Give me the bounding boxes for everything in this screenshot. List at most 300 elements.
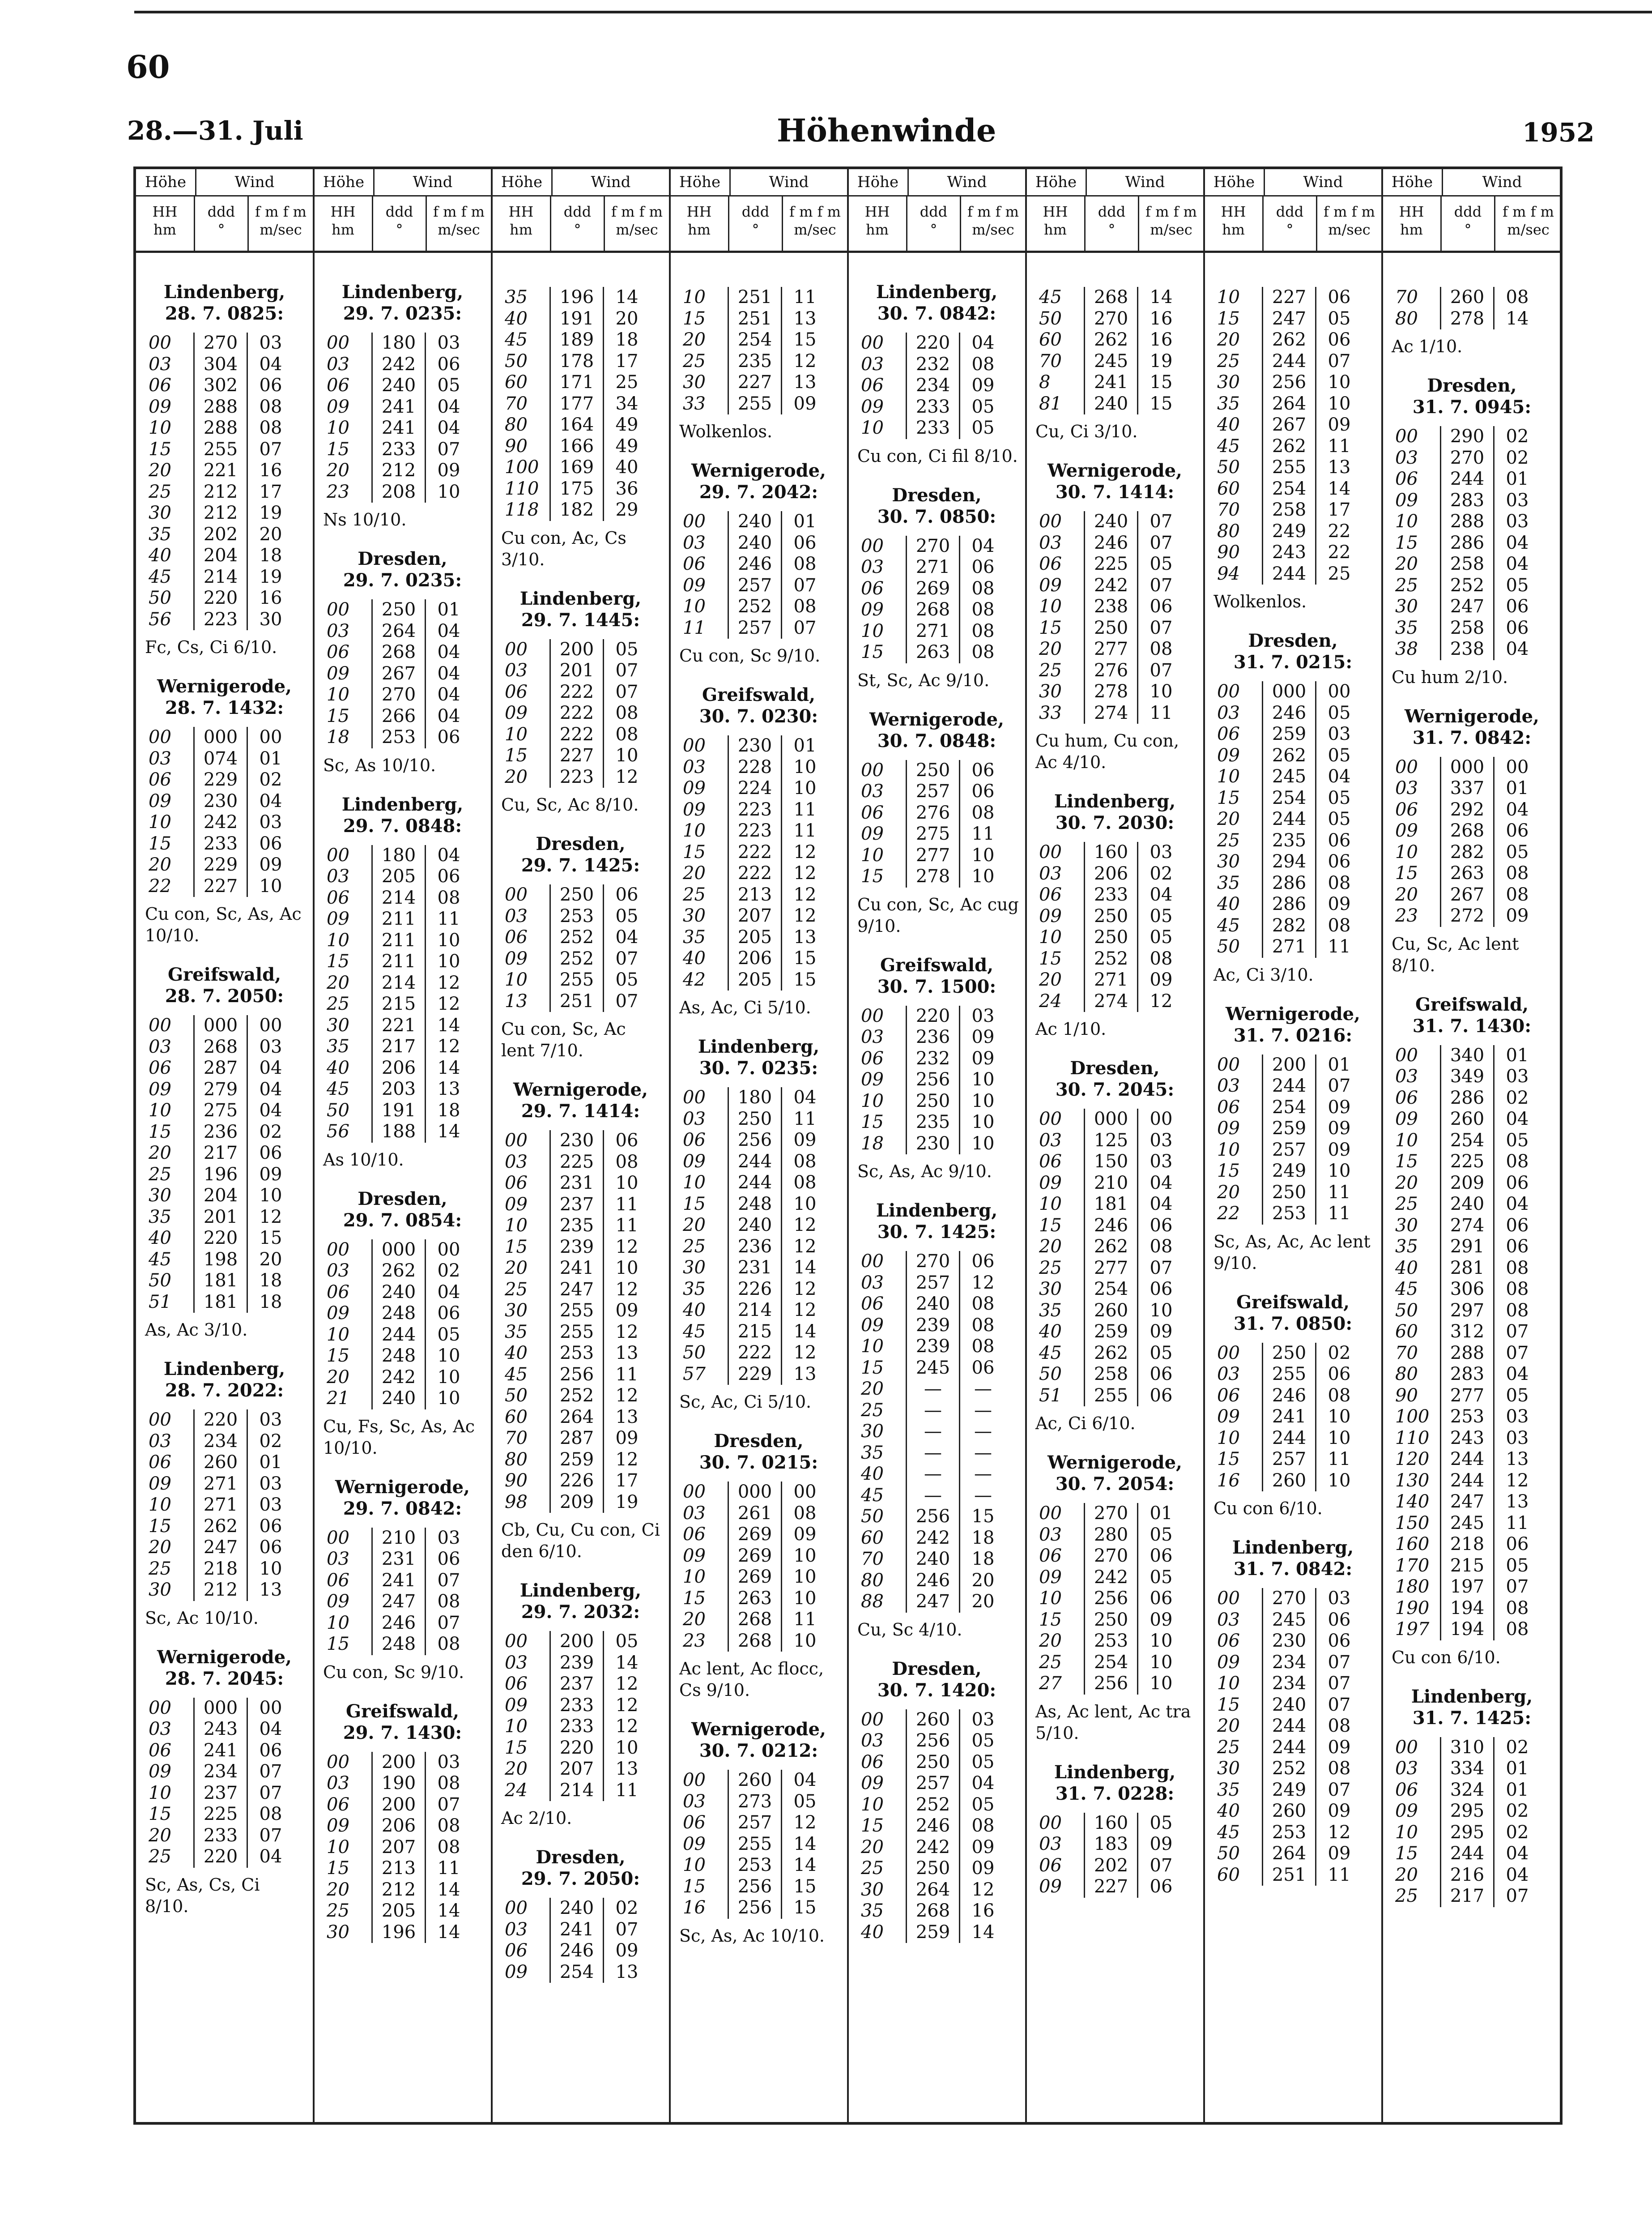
height-cell: 20 xyxy=(1035,969,1085,991)
station-datetime: 28. 7. 1432: xyxy=(165,697,284,718)
station-name: Greifswald, xyxy=(345,1700,460,1722)
station-heading xyxy=(670,1719,847,1762)
table-row xyxy=(857,1549,1006,1570)
table-row xyxy=(1035,969,1184,991)
height-cell: 25 xyxy=(1035,1652,1085,1674)
speed-cell: 01 xyxy=(259,1452,282,1473)
direction-cell: 234 xyxy=(194,1761,247,1783)
height-cell: 10 xyxy=(1213,287,1263,308)
speed-cell: 10 xyxy=(259,875,282,897)
height-cell: 15 xyxy=(857,1112,907,1133)
header-row-2 xyxy=(1205,196,1381,251)
table-row xyxy=(145,748,294,770)
speed-cell: 04 xyxy=(971,1773,995,1794)
table-row xyxy=(1392,1822,1540,1844)
direction-cell: 241 xyxy=(194,1740,247,1762)
height-cell: 10 xyxy=(857,1794,907,1816)
speed-cell: 06 xyxy=(1506,1215,1529,1236)
table-row xyxy=(145,1015,294,1037)
speed-cell: 12 xyxy=(971,1272,995,1293)
speed-cell: 12 xyxy=(615,1321,639,1342)
table-row xyxy=(323,1613,472,1634)
direction-cell: 244 xyxy=(1441,1449,1494,1470)
height-cell: 10 xyxy=(501,724,550,746)
speed-cell: 04 xyxy=(615,927,639,948)
height-cell: 06 xyxy=(323,375,372,397)
speed-cell: 07 xyxy=(1506,1342,1529,1363)
height-cell: 180 xyxy=(1392,1576,1441,1598)
speed-cell: 08 xyxy=(1150,639,1173,660)
height-cell: 45 xyxy=(1392,1279,1441,1300)
height-cell: 03 xyxy=(1035,863,1085,885)
station-heading xyxy=(670,684,847,727)
direction-cell: 242 xyxy=(907,1837,960,1858)
height-cell: 06 xyxy=(857,375,907,397)
header-hoehe: Höhe xyxy=(1205,169,1265,195)
direction-cell: 254 xyxy=(1263,788,1316,809)
direction-cell: 241 xyxy=(1085,372,1138,393)
height-cell: 09 xyxy=(501,1194,550,1216)
direction-cell: 244 xyxy=(1263,809,1316,830)
direction-cell: 297 xyxy=(1441,1300,1494,1322)
height-cell: 10 xyxy=(679,1567,728,1588)
speed-cell: 05 xyxy=(971,396,995,417)
direction-cell: 257 xyxy=(728,618,782,639)
table-row xyxy=(857,1528,1006,1549)
table-row xyxy=(1213,1631,1362,1652)
direction-cell: 270 xyxy=(1441,448,1494,469)
height-cell: 15 xyxy=(679,1588,728,1610)
sounding-table xyxy=(857,1006,1006,1155)
header-row-2 xyxy=(1026,196,1203,251)
height-cell: 40 xyxy=(857,1922,907,1943)
table-row xyxy=(679,308,828,330)
table-row xyxy=(679,1770,828,1791)
direction-cell: 256 xyxy=(550,1364,604,1386)
direction-cell: 160 xyxy=(1085,1813,1138,1834)
table-row xyxy=(679,1503,828,1524)
table-row xyxy=(145,1740,294,1762)
table-row xyxy=(1035,703,1184,724)
direction-cell: 225 xyxy=(550,1152,604,1173)
table-row xyxy=(1392,1428,1540,1449)
table-row xyxy=(1035,991,1184,1012)
direction-cell: 239 xyxy=(550,1237,604,1258)
speed-cell: 09 xyxy=(259,1164,282,1185)
speed-cell: 08 xyxy=(615,703,639,724)
speed-cell: 06 xyxy=(615,884,639,905)
height-cell: 30 xyxy=(1213,851,1263,873)
speed-cell: 08 xyxy=(971,802,995,823)
speed-cell: 07 xyxy=(1328,1673,1351,1694)
speed-cell: 02 xyxy=(1506,1087,1529,1108)
table-row xyxy=(323,1634,472,1655)
direction-cell: 222 xyxy=(728,863,782,884)
table-row xyxy=(1213,851,1362,873)
table-row xyxy=(323,599,472,621)
station-name: Dresden, xyxy=(536,833,626,854)
cloud-note: Wolkenlos. xyxy=(1213,592,1307,611)
direction-cell: 262 xyxy=(1263,329,1316,351)
table-row xyxy=(1392,1258,1540,1279)
direction-cell: 269 xyxy=(728,1524,782,1546)
table-row xyxy=(145,791,294,812)
height-cell: 50 xyxy=(145,588,194,609)
speed-cell: 20 xyxy=(259,524,282,545)
direction-cell: 277 xyxy=(1085,639,1138,660)
height-cell: 25 xyxy=(679,1236,728,1258)
height-cell: 40 xyxy=(1035,1321,1085,1343)
sounding-table xyxy=(501,884,650,1012)
speed-cell: 05 xyxy=(1150,927,1173,948)
cloud-note: Ac lent, Ac flocc, Cs 9/10. xyxy=(679,1659,824,1700)
speed-cell: 04 xyxy=(259,1100,282,1121)
table-row xyxy=(1213,1203,1362,1225)
header-ddd: ddd ° xyxy=(1264,196,1317,251)
height-cell: 15 xyxy=(501,745,550,767)
speed-cell: 11 xyxy=(615,1780,639,1801)
direction-cell: 253 xyxy=(1263,1203,1316,1225)
direction-cell: 253 xyxy=(550,1343,604,1364)
cloud-note: Cu con, Sc, As, Ac 10/10. xyxy=(145,904,302,945)
height-cell: 03 xyxy=(1035,533,1085,554)
station-heading xyxy=(1026,1058,1203,1101)
table-row xyxy=(145,1100,294,1122)
direction-cell: — xyxy=(907,1421,960,1443)
speed-cell: 11 xyxy=(793,1609,817,1630)
direction-cell: 230 xyxy=(907,1133,960,1155)
table-row xyxy=(857,1251,1006,1272)
station-name: Dresden, xyxy=(892,1658,982,1679)
table-row xyxy=(857,1858,1006,1879)
speed-cell: 10 xyxy=(615,1737,639,1758)
table-row xyxy=(1392,1801,1540,1822)
direction-cell: 278 xyxy=(1085,681,1138,703)
direction-cell: 241 xyxy=(550,1258,604,1279)
direction-cell: 211 xyxy=(372,951,426,973)
direction-cell: 230 xyxy=(550,1130,604,1152)
speed-cell: 18 xyxy=(259,1270,282,1291)
height-cell: 45 xyxy=(145,567,194,588)
sounding-table xyxy=(857,760,1006,888)
table-row xyxy=(145,1825,294,1847)
speed-cell: 08 xyxy=(437,1591,460,1612)
speed-cell: 34 xyxy=(615,393,639,414)
speed-cell: 14 xyxy=(437,1900,460,1921)
direction-cell: 278 xyxy=(907,866,960,888)
height-cell: 03 xyxy=(145,1037,194,1058)
direction-cell: 267 xyxy=(1441,884,1494,906)
table-row xyxy=(323,1121,472,1143)
direction-cell: 245 xyxy=(1441,1513,1494,1534)
direction-cell: 283 xyxy=(1441,1364,1494,1385)
speed-cell: 06 xyxy=(615,1130,639,1151)
speed-cell: 04 xyxy=(1150,884,1173,905)
direction-cell: 222 xyxy=(550,682,604,703)
height-cell: 15 xyxy=(323,1858,372,1879)
table-row xyxy=(1035,660,1184,682)
direction-cell: 245 xyxy=(1263,766,1316,788)
table-row xyxy=(323,1367,472,1388)
speed-cell: 08 xyxy=(1506,1619,1529,1640)
station-datetime: 30. 7. 0212: xyxy=(699,1740,818,1761)
table-row xyxy=(145,588,294,609)
direction-cell: 244 xyxy=(1263,564,1316,585)
direction-cell: 252 xyxy=(1263,1758,1316,1780)
table-row xyxy=(1392,639,1540,660)
header-ddd: ddd ° xyxy=(907,196,961,251)
height-cell: 20 xyxy=(145,1825,194,1847)
speed-cell: 02 xyxy=(1506,1822,1529,1843)
table-row xyxy=(1213,1428,1362,1449)
table-row xyxy=(1213,329,1362,351)
speed-cell: 14 xyxy=(793,1321,817,1342)
table-row xyxy=(679,1876,828,1898)
speed-cell: — xyxy=(974,1464,992,1485)
direction-cell: 231 xyxy=(728,1257,782,1279)
station-datetime: 29. 7. 1445: xyxy=(521,609,640,631)
speed-cell: 04 xyxy=(1150,1172,1173,1193)
direction-cell: 222 xyxy=(550,703,604,724)
speed-cell: 13 xyxy=(793,1363,817,1384)
height-cell: 25 xyxy=(1213,1737,1263,1759)
direction-cell: 210 xyxy=(1085,1173,1138,1194)
table-row xyxy=(1213,500,1362,521)
table-row xyxy=(1035,1385,1184,1407)
height-cell: 03 xyxy=(1213,1610,1263,1631)
speed-cell: 11 xyxy=(793,799,817,820)
table-row xyxy=(323,397,472,418)
direction-cell: 312 xyxy=(1441,1321,1494,1343)
table-row xyxy=(679,1215,828,1236)
sounding-table xyxy=(679,511,828,639)
speed-cell: 01 xyxy=(1506,1779,1529,1800)
header-row-2 xyxy=(136,196,313,251)
direction-cell: 254 xyxy=(728,329,782,351)
direction-cell: 268 xyxy=(372,642,426,663)
speed-cell: — xyxy=(974,1421,992,1442)
direction-cell: 253 xyxy=(550,906,604,927)
direction-cell: 205 xyxy=(372,1900,426,1922)
speed-cell: 11 xyxy=(793,287,817,308)
table-row xyxy=(145,482,294,503)
height-cell: 15 xyxy=(1392,863,1441,884)
table-row xyxy=(1392,1758,1540,1780)
sounding-table xyxy=(1035,511,1184,724)
speed-cell: 04 xyxy=(1506,1364,1529,1385)
table-row xyxy=(857,760,1006,781)
direction-cell: 207 xyxy=(372,1837,426,1858)
direction-cell: 244 xyxy=(1441,469,1494,490)
direction-cell: 212 xyxy=(194,482,247,503)
direction-cell: 268 xyxy=(1085,287,1138,308)
direction-cell: 217 xyxy=(372,1036,426,1058)
table-row xyxy=(679,1631,828,1652)
table-row xyxy=(501,1738,650,1759)
header-hoehe: Höhe xyxy=(1383,169,1443,195)
speed-cell: — xyxy=(974,1485,992,1506)
height-cell: 23 xyxy=(323,482,372,503)
direction-cell: 255 xyxy=(550,969,604,991)
table-row xyxy=(501,1130,650,1152)
table-row xyxy=(857,557,1006,578)
direction-cell: 274 xyxy=(1441,1215,1494,1237)
table-row xyxy=(679,905,828,927)
direction-cell: 248 xyxy=(372,1345,426,1367)
speed-cell: — xyxy=(974,1400,992,1421)
direction-cell: 251 xyxy=(550,991,604,1012)
table-row xyxy=(679,1236,828,1258)
header-wind: Wind xyxy=(591,173,631,191)
station-heading xyxy=(136,964,313,1007)
direction-cell: 264 xyxy=(907,1879,960,1901)
table-row xyxy=(1213,1076,1362,1097)
table-row xyxy=(1392,1576,1540,1598)
speed-cell: 04 xyxy=(437,620,460,641)
height-cell: 10 xyxy=(1392,1822,1441,1844)
table-row xyxy=(323,333,472,354)
direction-cell: 271 xyxy=(1263,936,1316,958)
height-cell: 03 xyxy=(323,1549,372,1570)
station-datetime: 31. 7. 0216: xyxy=(1233,1025,1353,1046)
direction-cell: 250 xyxy=(550,884,604,906)
sounding-table xyxy=(1035,1503,1184,1695)
station-datetime: 28. 7. 2045: xyxy=(165,1668,284,1689)
speed-cell: 36 xyxy=(615,478,639,499)
direction-cell: 277 xyxy=(907,845,960,867)
speed-cell: 05 xyxy=(971,1730,995,1751)
height-cell: 25 xyxy=(857,1400,907,1422)
height-cell: 80 xyxy=(1213,521,1263,542)
direction-cell: 245 xyxy=(1085,351,1138,372)
header-hoehe: Höhe xyxy=(136,169,196,195)
table-row xyxy=(1392,1215,1540,1237)
table-row xyxy=(857,845,1006,867)
height-cell: 15 xyxy=(1392,1151,1441,1173)
height-cell: 06 xyxy=(145,769,194,791)
height-cell: 03 xyxy=(145,1431,194,1452)
height-cell: 25 xyxy=(679,884,728,906)
speed-cell: 00 xyxy=(437,1239,460,1260)
station-name: Wernigerode, xyxy=(157,1646,292,1668)
table-row xyxy=(1035,1300,1184,1322)
height-cell: 06 xyxy=(1213,1631,1263,1652)
table-row xyxy=(145,812,294,833)
speed-cell: 06 xyxy=(437,1549,460,1570)
station-heading xyxy=(136,282,313,325)
table-row xyxy=(679,1130,828,1151)
direction-cell: 349 xyxy=(1441,1066,1494,1088)
direction-cell: 236 xyxy=(728,1236,782,1258)
header-hh: HH hm xyxy=(1026,196,1086,251)
header-hoehe: Höhe xyxy=(1026,169,1087,195)
station-name: Wernigerode, xyxy=(513,1079,648,1100)
direction-cell: 257 xyxy=(907,1272,960,1294)
table-row xyxy=(145,375,294,397)
height-cell: 40 xyxy=(857,1464,907,1485)
table-row xyxy=(145,418,294,439)
station-heading xyxy=(1026,1762,1203,1805)
table-row xyxy=(857,1421,1006,1443)
station-heading xyxy=(670,460,847,503)
height-cell: 00 xyxy=(323,845,372,867)
direction-cell: 234 xyxy=(907,375,960,397)
sounding-table xyxy=(501,1130,650,1513)
table-row xyxy=(857,781,1006,803)
speed-cell: 11 xyxy=(1506,1512,1529,1533)
direction-cell: 260 xyxy=(1263,1470,1316,1492)
table-row xyxy=(323,418,472,439)
table-row xyxy=(857,1048,1006,1070)
direction-cell: 175 xyxy=(550,478,604,500)
direction-cell: 310 xyxy=(1441,1737,1494,1759)
table-row xyxy=(323,1528,472,1549)
table-row xyxy=(1392,596,1540,618)
speed-cell: 07 xyxy=(259,439,282,460)
height-cell: 35 xyxy=(1035,1300,1085,1322)
height-cell: 25 xyxy=(145,482,194,503)
table-row xyxy=(1392,1737,1540,1759)
speed-cell: 10 xyxy=(793,756,817,777)
table-row xyxy=(501,1470,650,1492)
height-cell: 03 xyxy=(1035,1834,1085,1855)
height-cell: 06 xyxy=(145,1740,194,1762)
speed-cell: 15 xyxy=(793,329,817,350)
height-cell: 30 xyxy=(1392,1215,1441,1237)
sounding-table xyxy=(1392,1737,1540,1907)
table-row xyxy=(501,500,650,521)
height-cell: 30 xyxy=(323,1922,372,1943)
table-row xyxy=(857,397,1006,418)
station-name: Dresden, xyxy=(892,484,982,506)
direction-cell: 270 xyxy=(1263,1588,1316,1610)
height-cell: 35 xyxy=(679,1279,728,1300)
sounding-table xyxy=(323,1239,472,1409)
height-cell: 10 xyxy=(857,845,907,867)
speed-cell: 10 xyxy=(1328,1406,1351,1427)
header-hh: HH hm xyxy=(492,196,551,251)
direction-cell: 266 xyxy=(372,706,426,727)
direction-cell: 207 xyxy=(550,1759,604,1780)
direction-cell: 257 xyxy=(1263,1140,1316,1161)
direction-cell: 258 xyxy=(1263,500,1316,521)
speed-cell: 05 xyxy=(615,905,639,927)
speed-cell: 12 xyxy=(793,1278,817,1299)
table-row xyxy=(1213,724,1362,745)
table-row xyxy=(1035,554,1184,575)
table-row xyxy=(679,1588,828,1610)
speed-cell: 08 xyxy=(1328,915,1351,936)
speed-cell: 14 xyxy=(437,1015,460,1036)
speed-cell: 06 xyxy=(259,1740,282,1761)
table-row xyxy=(1392,1843,1540,1865)
speed-cell: 08 xyxy=(259,396,282,417)
height-cell: 35 xyxy=(145,1207,194,1228)
table-row xyxy=(145,1761,294,1783)
height-cell: 15 xyxy=(857,642,907,663)
header-row-1 xyxy=(848,169,1025,196)
speed-cell: 08 xyxy=(1328,1385,1351,1406)
direction-cell: 234 xyxy=(194,1431,247,1452)
direction-cell: 220 xyxy=(907,1006,960,1027)
table-row xyxy=(1035,1524,1184,1546)
cloud-note: Cu con 6/10. xyxy=(1213,1499,1323,1518)
direction-cell: 254 xyxy=(1263,1097,1316,1119)
height-cell: 80 xyxy=(501,1449,550,1471)
header-hh: HH hm xyxy=(848,196,907,251)
table-row xyxy=(501,927,650,948)
height-cell: 22 xyxy=(145,876,194,897)
